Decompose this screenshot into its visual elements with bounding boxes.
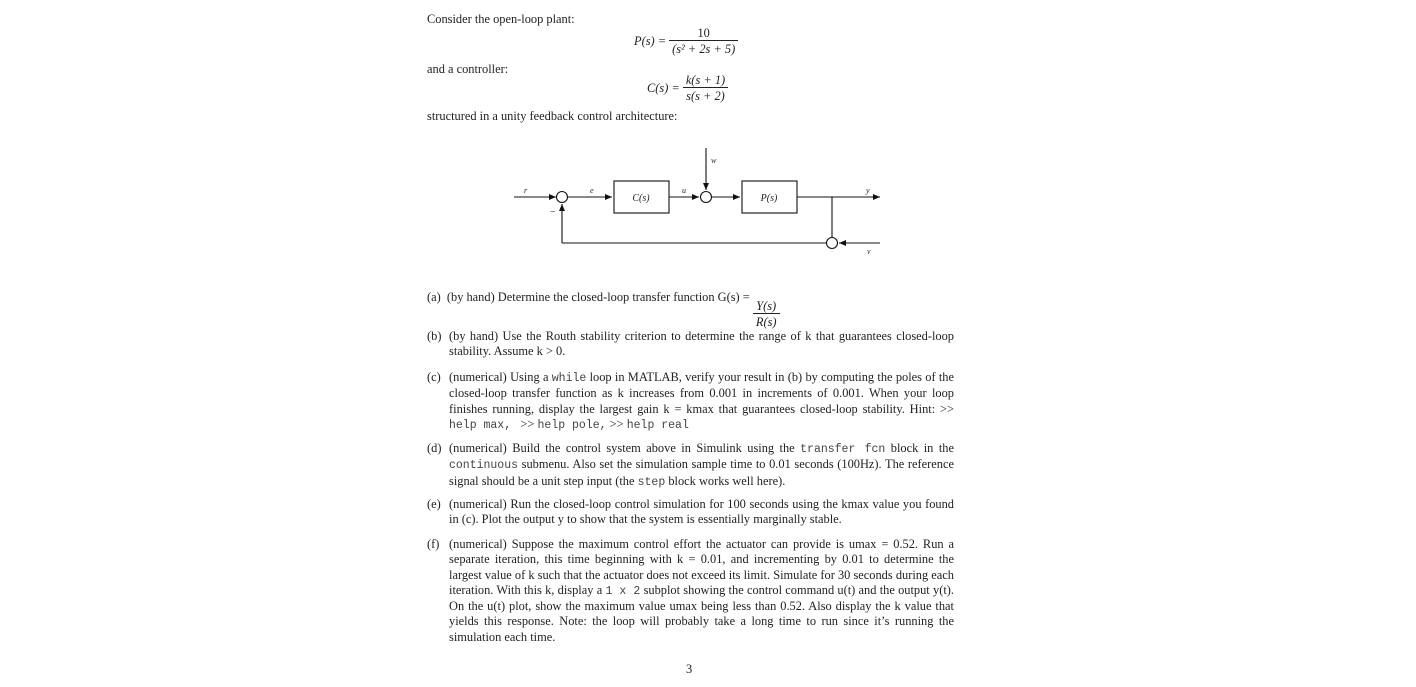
question-d-label: (d): [427, 441, 442, 455]
question-f-body: [449, 537, 954, 645]
question-a-numerator: Y(s): [756, 299, 777, 313]
question-b-label: (b): [427, 329, 442, 343]
question-c-text-3: >>: [520, 416, 535, 431]
question-b: [427, 329, 954, 360]
controller-intro-text: and a controller:: [427, 62, 509, 76]
architecture-text: structured in a unity feedback control architecture:: [427, 109, 678, 123]
signal-y-label: y: [866, 186, 870, 195]
minus-sign: −: [550, 207, 556, 218]
question-f-code-subplot: 1 x 2: [605, 584, 641, 598]
plant-eq-lhs: P(s) =: [634, 33, 667, 48]
question-c-label: (c): [427, 370, 441, 384]
question-a-denominator: R(s): [753, 313, 780, 329]
question-f-text-2: subplot showing the control command u(t) and the output y(t). On the u(t) plot, show the maximum value umax being less than 0.52. Also display the k value that yields this response. Note: the loop will probably take a long time to run since it’s running the simulation each time.: [449, 582, 954, 644]
question-c-code-while: while: [551, 372, 587, 385]
controller-block-label: C(s): [632, 193, 650, 204]
question-c-code-help-max: help max,: [449, 418, 512, 432]
plant-intro-text: Consider the open-loop plant:: [427, 12, 575, 26]
question-a-text: (by hand) Determine the closed-loop transfer function G(s) =: [446, 290, 750, 304]
question-f-text-1: (numerical) Suppose the maximum control effort the actuator can provide is umax = 0.52. Run a separate iteration, this time beginning with k = 0.01, and incrementing by 0.01 to determine the largest value of k such that the actuator does not exceed its limit. Simulate for 30 seconds during each iteration. With this k, display a: [449, 537, 954, 597]
question-c-body: [449, 370, 954, 433]
plant-eq-numerator: 10: [697, 26, 710, 40]
question-d-text-4: block works well here).: [668, 473, 786, 488]
question-d-text-3: submenu. Also set the simulation sample time to 0.01 seconds (100Hz). The reference signal should be a unit step input (the: [449, 457, 954, 488]
summing-junction-2: [701, 192, 712, 203]
signal-r-label: r: [524, 186, 528, 195]
plant-block-label: P(s): [760, 193, 778, 204]
question-d-body: [449, 441, 954, 490]
question-e-text: (numerical) Run the closed-loop control simulation for 100 seconds using the kmax value you found in (c). Plot the output y to show that the system is essentially marginally stable.: [449, 497, 954, 527]
question-f-label: (f): [427, 537, 440, 551]
question-c-code-help-pole: help pole,: [537, 418, 607, 432]
feedback-block-diagram: [0, 0, 1416, 290]
question-c-code-help-real: help real: [626, 418, 689, 432]
signal-v-label: v: [867, 247, 871, 256]
signal-u-label: u: [682, 186, 686, 195]
question-e: [427, 497, 954, 528]
question-d: [427, 441, 954, 490]
question-a: [427, 290, 780, 329]
controller-eq-numerator: k(s + 1): [685, 73, 726, 87]
question-f: [427, 537, 954, 645]
question-e-label: (e): [427, 497, 441, 511]
page-number: 3: [686, 662, 693, 676]
signal-e-label: e: [590, 186, 594, 195]
question-d-code-continuous: continuous: [449, 459, 519, 473]
plant-eq-denominator: (s² + 2s + 5): [669, 40, 738, 56]
question-d-code-step: step: [637, 475, 666, 489]
summing-junction-3: [827, 238, 838, 249]
question-c: [427, 370, 954, 433]
question-c-text-4: >>: [609, 416, 624, 431]
summing-junction-1: [557, 192, 568, 203]
question-d-code-transfer-fcn: transfer fcn: [800, 443, 886, 456]
signal-w-label: w: [711, 156, 717, 165]
question-c-text-2: loop in MATLAB, verify your result in (b) by computing the poles of the closed-loop transfer function as k increases from 0.001 in increments of 0.001. When your loop finishes running, display the largest gain k = kmax that guarantees closed-loop stability. Hint: >>: [449, 370, 955, 416]
controller-eq-denominator: s(s + 2): [683, 87, 728, 103]
question-a-label: (a): [427, 290, 441, 304]
question-c-text-1: (numerical) Using a: [449, 370, 549, 384]
controller-eq-lhs: C(s) =: [647, 80, 680, 95]
question-b-text: (by hand) Use the Routh stability criterion to determine the range of k that guarantees closed-loop stability. Assume k > 0.: [449, 329, 954, 359]
question-d-text-1: (numerical) Build the control system above in Simulink using the: [449, 441, 795, 455]
question-d-text-2: block in the: [890, 441, 954, 455]
